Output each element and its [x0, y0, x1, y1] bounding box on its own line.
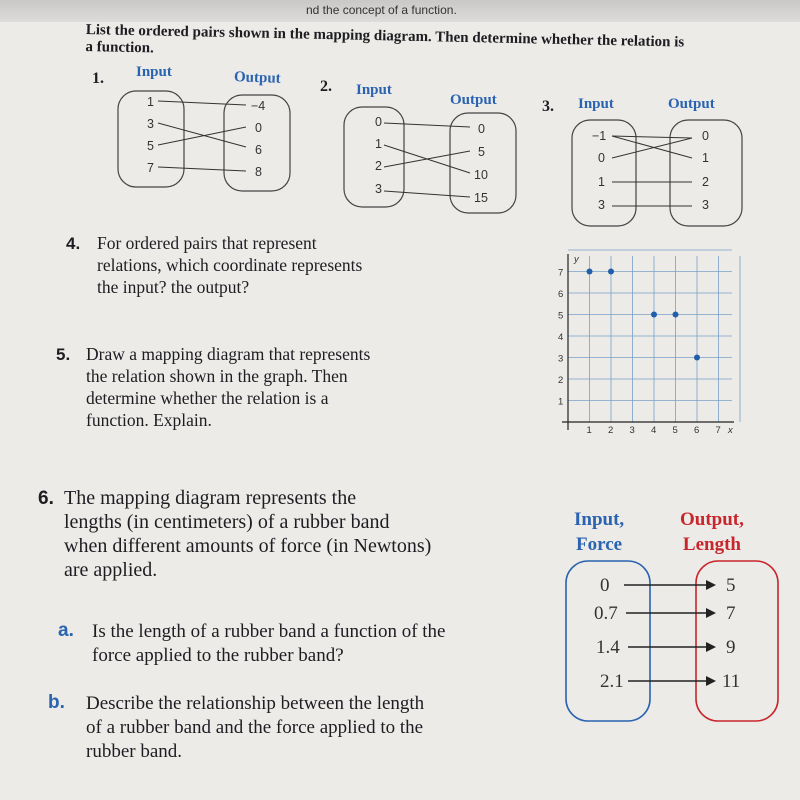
x-tick-label: 3	[629, 425, 635, 436]
y-tick-label: 6	[558, 289, 564, 300]
x-tick-label: 6	[694, 425, 700, 436]
p1-output-1: −4	[251, 99, 266, 113]
q5-line: Draw a mapping diagram that represents	[86, 344, 371, 364]
y-tick-label: 2	[558, 375, 564, 386]
graph-y-ticks	[558, 268, 563, 408]
q6-input-4: 2.1	[600, 671, 624, 692]
graph-x-ticks	[587, 425, 721, 436]
p3-input-3: 1	[598, 175, 605, 189]
p1-output-2: 0	[255, 121, 262, 135]
q4-number: 4.	[66, 234, 81, 253]
p3-output-2: 1	[702, 151, 709, 165]
q5-line: determine whether the relation is a	[86, 388, 329, 408]
q4-text	[97, 232, 362, 298]
graph-grid	[568, 250, 740, 422]
q4-line: the input? the output?	[97, 277, 250, 297]
p3-output-4: 3	[702, 198, 709, 212]
q6b-line: Describe the relationship between the length	[86, 693, 425, 714]
q6-number: 6.	[38, 488, 54, 509]
problem-2-output-header: Output	[450, 92, 497, 108]
y-axis-label: y	[574, 254, 579, 265]
graph-axes	[562, 254, 734, 430]
problem-2-input-header: Input	[356, 82, 392, 98]
q6-line: lengths (in centimeters) of a rubber band	[64, 511, 390, 533]
q6a-text	[92, 620, 446, 668]
problem-1-mapping-diagram	[110, 85, 300, 195]
y-tick-label: 4	[558, 332, 564, 343]
p2-input-1: 0	[375, 115, 382, 129]
p3-input-4: 3	[598, 198, 605, 212]
graph-point	[694, 355, 700, 361]
p1-input-1: 1	[147, 95, 154, 109]
x-tick-label: 1	[586, 425, 592, 436]
q6-output-1: 5	[726, 575, 736, 596]
q6-output-3: 9	[726, 637, 736, 658]
header-fragment: nd the concept of a function.	[306, 3, 457, 17]
p1-output-4: 8	[255, 165, 262, 179]
p3-input-2: 0	[598, 151, 605, 165]
y-tick-label: 3	[558, 353, 564, 365]
q6a-line: force applied to the rubber band?	[92, 645, 344, 666]
problem-3-number: 3.	[542, 98, 554, 115]
x-tick-label: 7	[715, 425, 721, 436]
top-header-strip	[0, 0, 800, 22]
q5-line: the relation shown in the graph. Then	[86, 366, 348, 386]
p2-output-3: 10	[474, 168, 488, 182]
q6b-line: of a rubber band and the force applied to the	[86, 717, 424, 738]
y-tick-label: 5	[558, 310, 564, 322]
graph-point	[651, 312, 657, 318]
p2-input-3: 2	[375, 159, 382, 173]
p1-output-3: 6	[255, 143, 262, 157]
q6-mapping-diagram	[560, 555, 780, 725]
problem-2-number: 2.	[320, 78, 332, 95]
q5-line: function. Explain.	[86, 410, 212, 430]
p3-output-3: 2	[702, 175, 709, 189]
q6-line: The mapping diagram represents the	[64, 487, 357, 509]
p3-output-1: 0	[702, 129, 709, 143]
relation-graph	[546, 254, 761, 440]
graph-point	[608, 269, 614, 275]
p1-input-3: 5	[147, 139, 154, 153]
q4-line: relations, which coordinate represents	[97, 255, 363, 275]
q5-text	[86, 343, 370, 431]
q6-input-1: 0	[600, 575, 610, 596]
q6b-text	[86, 692, 424, 764]
q6-output-4: 11	[722, 671, 741, 692]
q6b-letter: b.	[48, 692, 65, 713]
q6-input-3: 1.4	[596, 637, 620, 658]
graph-point	[587, 269, 593, 275]
q6-output-2: 7	[726, 603, 736, 624]
x-axis-label: x	[728, 425, 733, 436]
q6-line: when different amounts of force (in Newtons)	[64, 535, 432, 557]
x-tick-label: 4	[651, 425, 657, 436]
problem-1-output-header: Output	[233, 69, 281, 87]
problem-2-mapping-diagram	[340, 105, 530, 215]
p2-output-2: 5	[478, 145, 485, 159]
p2-input-2: 1	[375, 137, 382, 151]
problem-3-mapping-diagram	[560, 118, 760, 233]
x-tick-label: 5	[672, 425, 678, 436]
problem-3-input-header: Input	[578, 96, 614, 112]
x-tick-label: 2	[608, 425, 614, 436]
q6a-letter: a.	[58, 620, 74, 641]
q6-output-header: Output, Length	[680, 509, 744, 555]
p2-output-4: 15	[474, 191, 488, 205]
q6-input-2: 0.7	[594, 603, 618, 624]
instructions: List the ordered pairs shown in the mapping diagram. Then determine whether the relation is a function.	[85, 22, 685, 57]
problem-1-input-header: Input	[136, 64, 172, 80]
q6-text	[64, 486, 431, 582]
y-tick-label: 1	[558, 396, 564, 408]
q6b-line: rubber band.	[86, 741, 183, 762]
problem-3-output-header: Output	[668, 96, 715, 112]
p3-input-1: −1	[592, 129, 607, 143]
q6-input-header: Input, Force	[574, 509, 625, 555]
p1-input-2: 3	[147, 117, 154, 131]
p2-input-4: 3	[375, 182, 382, 196]
q6-line: are applied.	[64, 559, 158, 581]
graph-point	[673, 312, 679, 318]
p1-input-4: 7	[147, 161, 154, 175]
q4-line: For ordered pairs that represent	[97, 233, 317, 253]
p2-output-1: 0	[478, 122, 485, 136]
problem-1-number: 1.	[92, 70, 104, 87]
q6a-line: Is the length of a rubber band a function of the	[92, 621, 446, 642]
q5-number: 5.	[56, 345, 71, 364]
y-tick-label: 7	[558, 267, 564, 279]
